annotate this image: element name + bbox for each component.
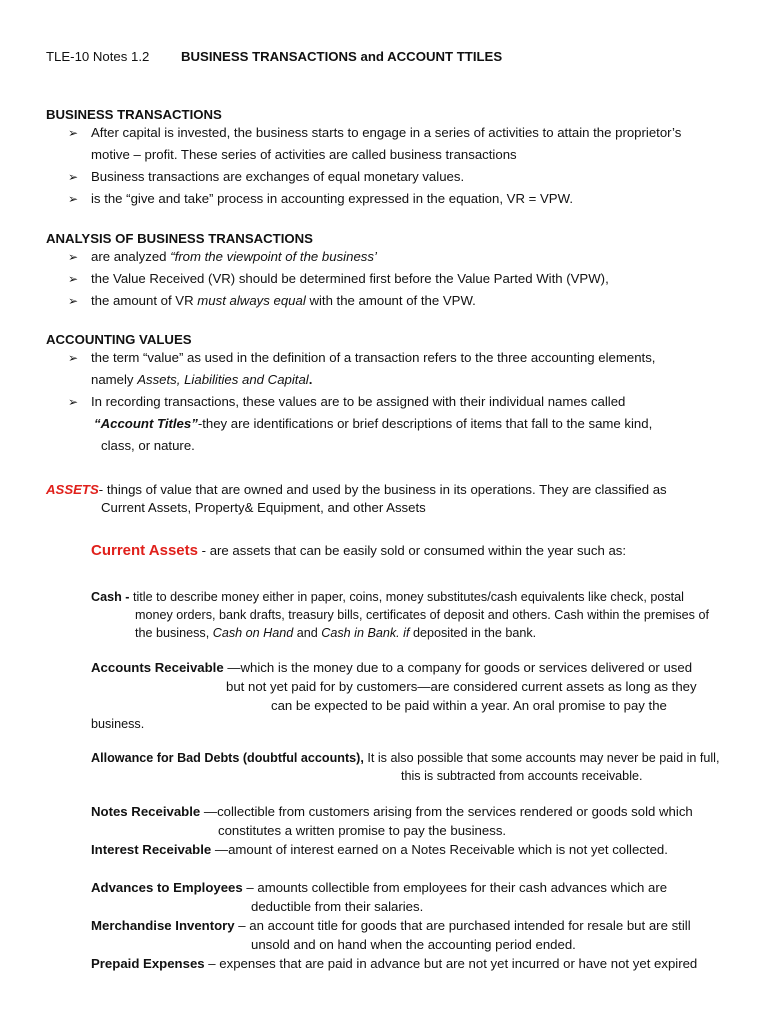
text-run: – an account title for goods that are purchased intended for resale but are still (234, 918, 691, 933)
arrow-bullet-icon: ➢ (68, 395, 79, 409)
cash-entry-line (135, 622, 536, 644)
bullet-text (91, 290, 476, 312)
bullet-text: In recording transactions, these values are to be assigned with their individual names called (91, 394, 626, 409)
text-run: with the amount of the VPW. (305, 293, 476, 308)
arrow-bullet-icon: ➢ (68, 126, 79, 140)
text-run: —collectible from customers arising from the services rendered or goods sold which (200, 804, 693, 819)
bullet-text (94, 413, 652, 435)
emphasis-text: Cash in Bank. if (321, 626, 410, 640)
term-label: Prepaid Expenses (91, 956, 205, 971)
emphasis-text: “Account Titles” (94, 416, 198, 431)
section-heading-business-transactions: BUSINESS TRANSACTIONS (46, 107, 222, 122)
text-run: It is also possible that some accounts may never be paid in full, (363, 751, 720, 765)
advances-entry-line: deductible from their salaries. (251, 899, 424, 914)
term-label: Merchandise Inventory (91, 918, 235, 933)
arrow-bullet-icon: ➢ (68, 272, 79, 286)
allowance-entry-line: this is subtracted from accounts receivable. (401, 769, 643, 783)
term-label: Interest Receivable (91, 842, 212, 857)
document-title: BUSINESS TRANSACTIONS and ACCOUNT TTILES (181, 49, 503, 64)
prepaid-entry (91, 953, 697, 975)
bullet-text: is the “give and take” process in accounting expressed in the equation, VR = VPW. (91, 191, 573, 206)
arrow-bullet-icon: ➢ (68, 192, 79, 206)
bullet-text (91, 369, 312, 391)
bullet-text: motive – profit. These series of activities are called business transactions (91, 147, 517, 162)
emphasis-text: Assets, Liabilities and Capital (137, 372, 309, 387)
text-run: —amount of interest earned on a Notes Receivable which is not yet collected. (211, 842, 668, 857)
bullet-text: After capital is invested, the business starts to engage in a series of activities to attain the proprietor’s (91, 125, 682, 140)
notes-receivable-line: constitutes a written promise to pay the business. (218, 823, 507, 838)
document-code: TLE-10 Notes 1.2 (46, 49, 150, 64)
assets-label: ASSETS (46, 482, 99, 497)
emphasis-text: Cash on Hand (212, 626, 294, 640)
cash-entry-line: money orders, bank drafts, treasury bills, certificates of deposit and others. Cash within the premises of (135, 608, 709, 622)
term-label: Accounts Receivable (91, 660, 224, 675)
text-run: – expenses that are paid in advance but are not yet incurred or have not yet expired (204, 956, 698, 971)
accounts-receivable-line: but not yet paid for by customers—are considered current assets as long as they (226, 679, 697, 694)
text-run: namely (91, 372, 138, 387)
text-run: are analyzed (91, 249, 171, 264)
term-label: Allowance for Bad Debts (doubtful accounts), (91, 751, 364, 765)
text-run: -they are identifications or brief descriptions of items that fall to the same kind, (197, 416, 653, 431)
term-label: Notes Receivable (91, 804, 201, 819)
accounts-receivable-line: business. (91, 717, 145, 731)
arrow-bullet-icon: ➢ (68, 250, 79, 264)
text-run: . (308, 372, 313, 387)
assets-definition-line: Current Assets, Property& Equipment, and other Assets (101, 500, 426, 515)
section-heading-analysis: ANALYSIS OF BUSINESS TRANSACTIONS (46, 231, 313, 246)
arrow-bullet-icon: ➢ (68, 351, 79, 365)
accounts-receivable-line: can be expected to be paid within a year. An oral promise to pay the (271, 698, 667, 713)
merchandise-entry-line: unsold and on hand when the accounting period ended. (251, 937, 576, 952)
bullet-text (91, 246, 377, 268)
bullet-text: the Value Received (VR) should be determined first before the Value Parted With (VPW), (91, 271, 609, 286)
emphasis-text: “from the viewpoint of the business’ (170, 249, 377, 264)
text-run: —which is the money due to a company for goods or services delivered or used (223, 660, 693, 675)
text-run: and (293, 626, 322, 640)
text-run: - are assets that can be easily sold or consumed within the year such as: (197, 543, 627, 558)
text-run: – amounts collectible from employees for their cash advances which are (242, 880, 668, 895)
bullet-text: the term “value” as used in the definition of a transaction refers to the three accounting elements, (91, 350, 656, 365)
interest-receivable-entry (91, 839, 668, 861)
term-label: Advances to Employees (91, 880, 243, 895)
text-run: the amount of VR (91, 293, 198, 308)
text-run: title to describe money either in paper, coins, money substitutes/cash equivalents like check, postal (133, 590, 684, 604)
current-assets-label: Current Assets (91, 542, 198, 559)
term-label: Cash - (91, 590, 133, 604)
bullet-text: class, or nature. (101, 438, 195, 453)
arrow-bullet-icon: ➢ (68, 170, 79, 184)
text-run: the business, (135, 626, 213, 640)
text-run: - things of value that are owned and used by the business in its operations. They are classified as (98, 482, 667, 497)
text-run: deposited in the bank. (409, 626, 537, 640)
current-assets-definition (91, 540, 626, 562)
section-heading-accounting-values: ACCOUNTING VALUES (46, 332, 192, 347)
arrow-bullet-icon: ➢ (68, 294, 79, 308)
emphasis-text: must always equal (197, 293, 306, 308)
bullet-text: Business transactions are exchanges of equal monetary values. (91, 169, 465, 184)
